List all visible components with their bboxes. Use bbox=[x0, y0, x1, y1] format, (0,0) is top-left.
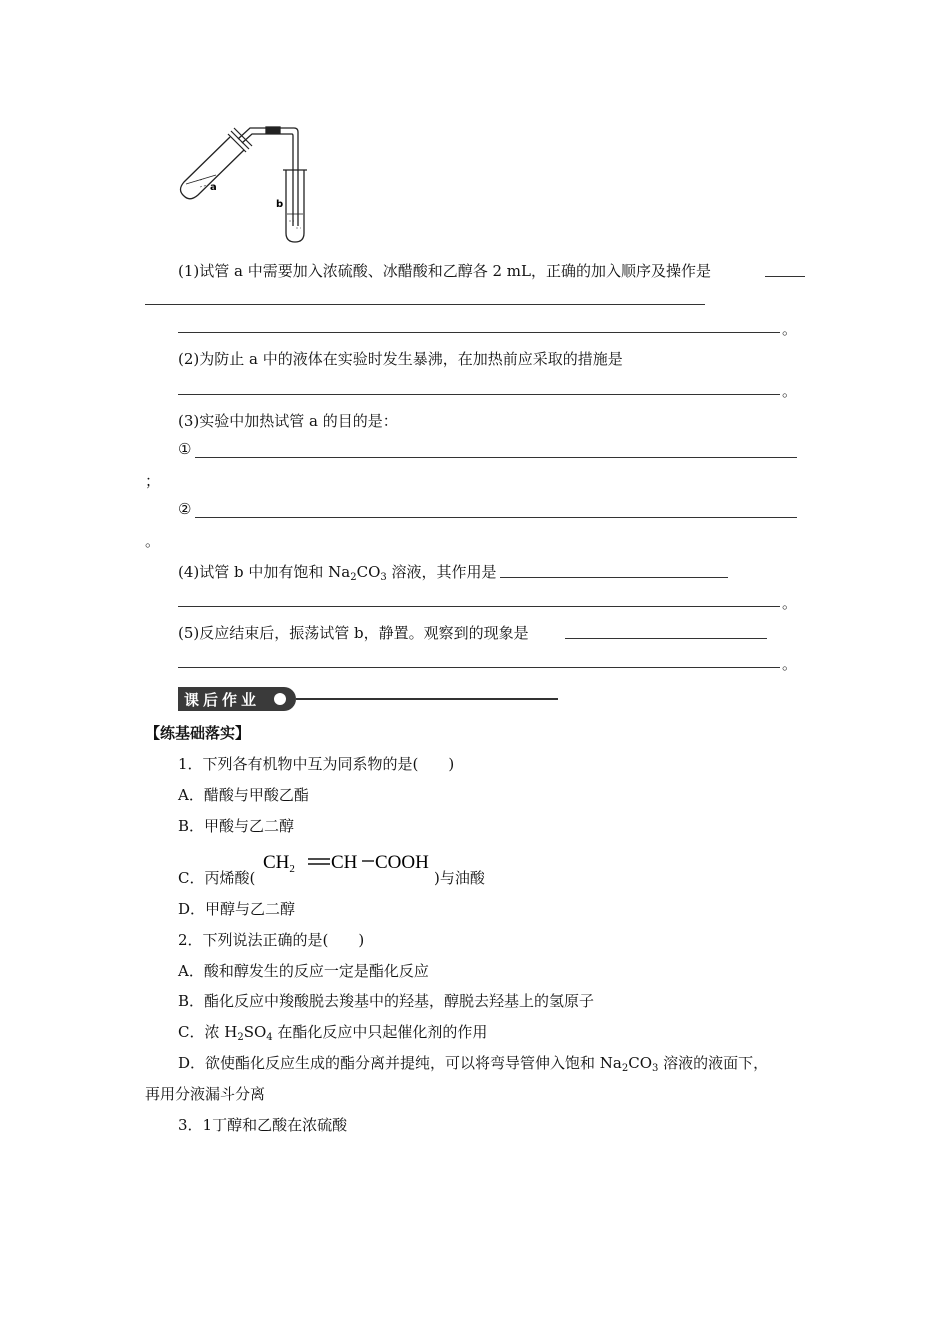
question-3 bbox=[178, 410, 398, 431]
acrylic-acid-formula bbox=[262, 848, 434, 878]
question-5-text: (5)反应结束后，振荡试管 b，静置。观察到的现象是 bbox=[178, 624, 529, 642]
label-b: b bbox=[276, 199, 284, 210]
problem-1-option-b[interactable]: B．甲酸与乙二醇 bbox=[178, 817, 295, 835]
problem-1-option-c[interactable] bbox=[178, 867, 255, 888]
answer-line-1c[interactable] bbox=[178, 332, 780, 333]
problem-2-stem: 2．下列说法正确的是( ) bbox=[178, 931, 365, 949]
homework-banner bbox=[178, 687, 558, 711]
question-4-sub1: 2 bbox=[350, 572, 357, 583]
full-stop-3: 。 bbox=[145, 532, 161, 550]
answer-line-4b[interactable] bbox=[178, 606, 780, 607]
answer-line-2[interactable] bbox=[178, 394, 780, 395]
full-stop-1: 。 bbox=[782, 320, 798, 338]
question-1 bbox=[178, 260, 711, 281]
question-3-item-1 bbox=[178, 440, 191, 458]
option-c-mid: SO bbox=[243, 1023, 267, 1041]
option-c-suffix-2: 在酯化反应中只起催化剂的作用 bbox=[272, 1023, 488, 1041]
option-d-sub2: 3 bbox=[652, 1063, 659, 1074]
question-3-item-2 bbox=[178, 500, 191, 518]
question-5 bbox=[178, 622, 529, 643]
full-stop-2: 。 bbox=[782, 382, 798, 400]
formula-ch2: CH bbox=[263, 852, 290, 873]
problem-2-option-a[interactable]: A．酸和醇发生的反应一定是酯化反应 bbox=[178, 962, 429, 980]
delivery-tube bbox=[238, 127, 298, 226]
banner-dot-icon bbox=[274, 693, 286, 705]
option-d-sub1: 2 bbox=[621, 1063, 629, 1074]
question-4-mid: CO bbox=[356, 563, 381, 581]
svg-text:CH2 bbox=[263, 852, 295, 875]
answer-line-4a[interactable] bbox=[500, 577, 728, 578]
answer-line-3-2[interactable] bbox=[195, 517, 797, 518]
problem-2-option-d-cont: 再用分液漏斗分离 bbox=[145, 1085, 266, 1103]
problem-1-stem: 1．下列各有机物中互为同系物的是( ) bbox=[178, 755, 455, 773]
problem-1-option-a[interactable]: A．醋酸与甲酸乙酯 bbox=[178, 786, 309, 804]
item-2-marker: ② bbox=[178, 500, 192, 518]
formula-sub-2: 2 bbox=[289, 863, 295, 875]
problem-3-stem: 3．1丁醇和乙酸在浓硫酸 bbox=[178, 1116, 348, 1134]
formula-ch: CH bbox=[331, 852, 358, 873]
problem-2-option-d[interactable] bbox=[178, 1052, 768, 1074]
answer-line-3-1[interactable] bbox=[195, 457, 797, 458]
problem-2-option-c[interactable] bbox=[178, 1021, 487, 1043]
test-tube-b bbox=[283, 170, 307, 242]
answer-line-5b[interactable] bbox=[178, 667, 780, 668]
option-c-suffix: )与油酸 bbox=[434, 869, 485, 887]
option-c-prefix: C．丙烯酸( bbox=[178, 869, 256, 887]
option-d-mid: CO bbox=[628, 1054, 653, 1072]
banner-rule bbox=[296, 698, 558, 700]
option-d-suffix: 溶液的液面下， bbox=[658, 1054, 769, 1072]
answer-line-1a[interactable] bbox=[765, 276, 805, 277]
question-1-text: (1)试管 a 中需要加入浓硫酸、冰醋酸和乙醇各 2 mL，正确的加入顺序及操作是 bbox=[178, 262, 711, 280]
answer-line-5a[interactable] bbox=[565, 638, 767, 639]
problem-2-option-b[interactable]: B．酯化反应中羧酸脱去羧基中的羟基，醇脱去羟基上的氢原子 bbox=[178, 992, 595, 1010]
option-c-prefix-2: C．浓 H bbox=[178, 1023, 238, 1041]
stopper-a bbox=[228, 128, 252, 152]
homework-title: 课后作业 bbox=[184, 691, 261, 709]
item-1-marker: ① bbox=[178, 440, 192, 458]
label-a: a bbox=[210, 182, 217, 193]
option-c-sub1: 2 bbox=[237, 1032, 244, 1043]
question-4-sub2: 3 bbox=[380, 572, 387, 583]
question-4-suffix: 溶液，其作用是 bbox=[386, 563, 497, 581]
full-stop-5: 。 bbox=[782, 655, 798, 673]
full-stop-4: 。 bbox=[782, 594, 798, 612]
option-d-prefix: D．欲使酯化反应生成的酯分离并提纯，可以将弯导管伸入饱和 Na bbox=[178, 1054, 622, 1072]
semicolon: ； bbox=[145, 472, 161, 490]
question-3-text: (3)实验中加热试管 a 的目的是： bbox=[178, 412, 398, 430]
question-2 bbox=[178, 348, 623, 369]
answer-line-1b[interactable] bbox=[145, 304, 705, 305]
question-4 bbox=[178, 561, 497, 583]
question-4-prefix: (4)试管 b 中加有饱和 Na bbox=[178, 563, 351, 581]
apparatus-figure bbox=[170, 118, 320, 248]
formula-cooh: COOH bbox=[375, 852, 429, 873]
problem-1-option-d[interactable]: D．甲醇与乙二醇 bbox=[178, 900, 296, 918]
homework-banner-box bbox=[178, 687, 296, 711]
question-2-text: (2)为防止 a 中的液体在实验时发生暴沸，在加热前应采取的措施是 bbox=[178, 350, 623, 368]
option-c-sub2: 4 bbox=[266, 1032, 273, 1043]
section-heading: 【练基础落实】 bbox=[145, 724, 251, 742]
